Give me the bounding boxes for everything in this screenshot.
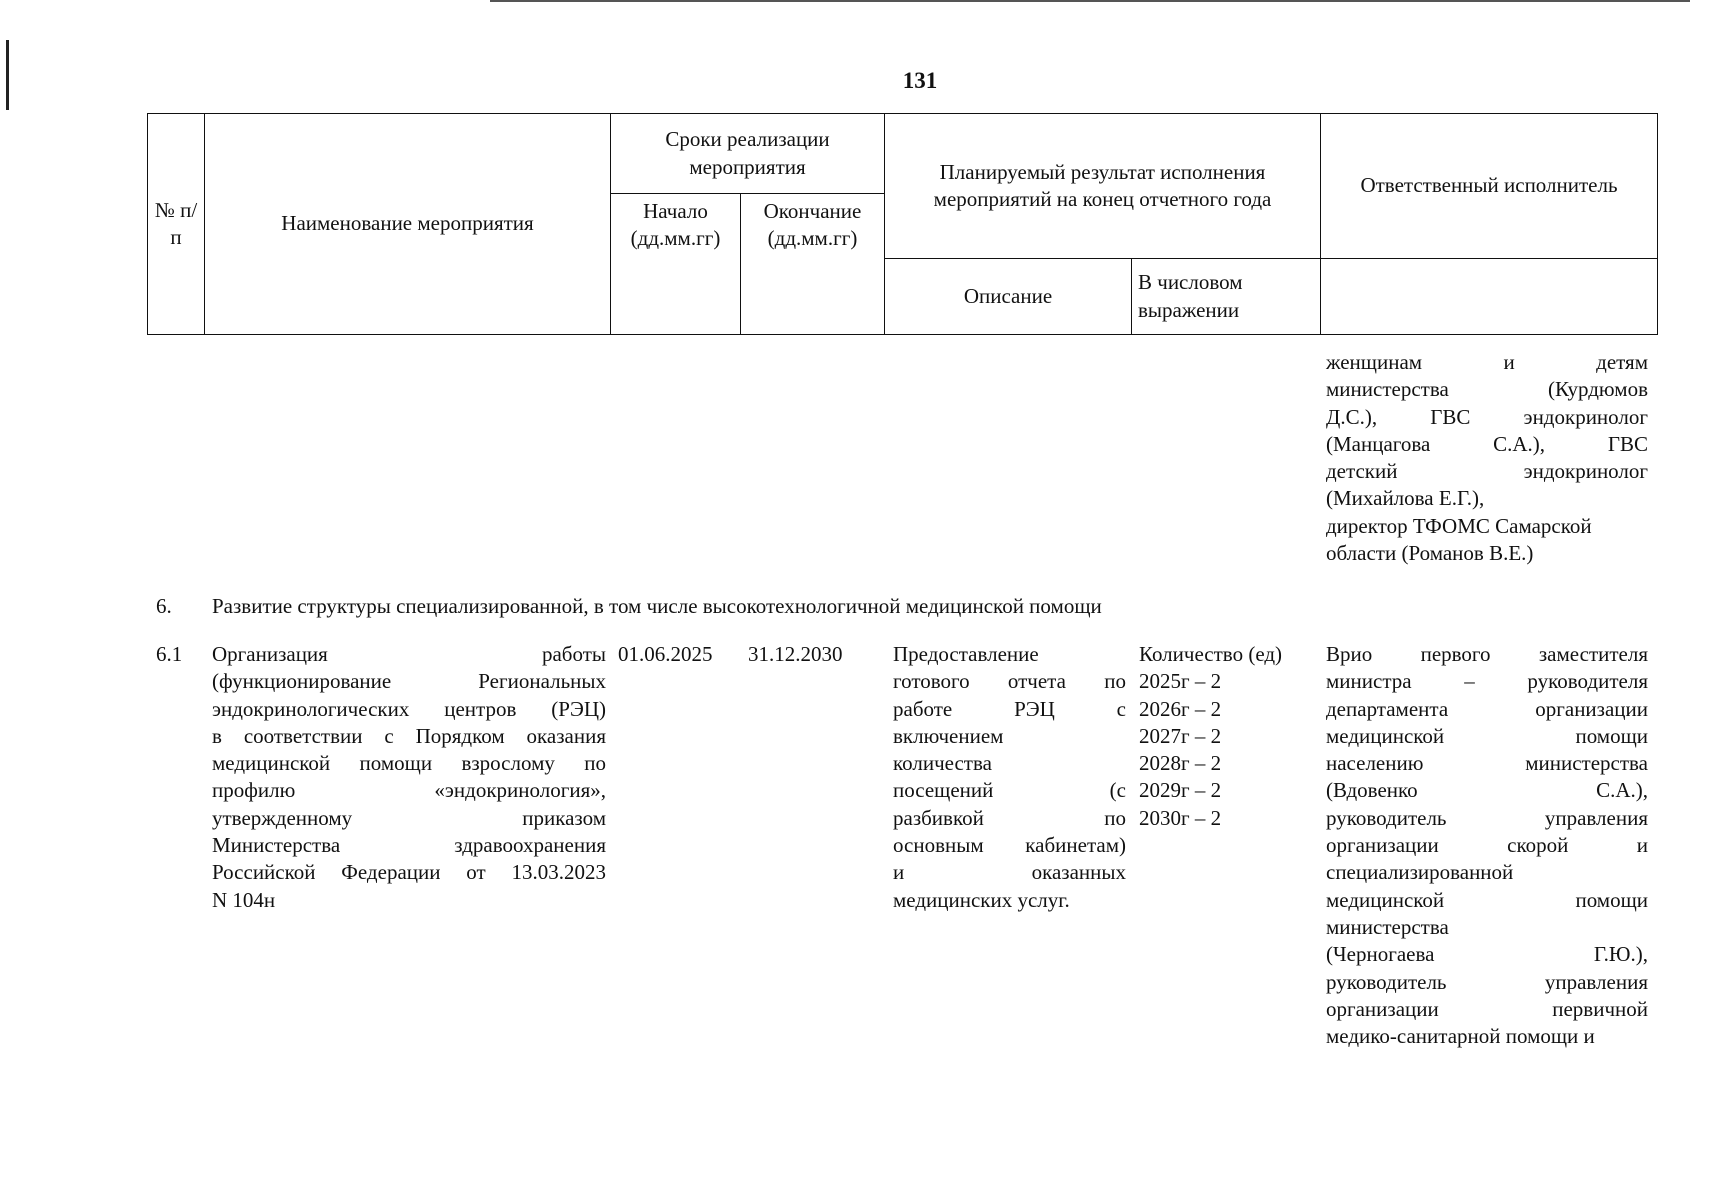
text-line: эндокринологических центров (РЭЦ): [212, 696, 606, 721]
text-line: 2029г – 2: [1139, 778, 1222, 803]
text-line: 2028г – 2: [1139, 751, 1222, 776]
text-line: включением: [893, 723, 1004, 748]
text-line: 2027г – 2: [1139, 723, 1222, 748]
row-number: 6.1: [156, 642, 183, 666]
table-header: [147, 113, 1658, 335]
text-line: медицинских услуг.: [893, 887, 1070, 912]
header-num: № п/п: [148, 114, 205, 335]
row-quantity: [1139, 641, 1319, 832]
text-line: 2025г – 2: [1139, 669, 1222, 694]
header-numeric: В числовом выражении: [1132, 259, 1321, 335]
row-description: [893, 641, 1126, 914]
text-line: области (Романов В.Е.): [1326, 541, 1534, 566]
text-line: женщинам и детям: [1326, 350, 1648, 374]
text-line: министра – руководителя: [1326, 669, 1648, 694]
scan-edge-line: [490, 0, 1690, 2]
text-line: Министерства здравоохранения: [212, 833, 606, 858]
text-line: директор ТФОМС Самарской: [1326, 513, 1592, 538]
text-line: населению министерства: [1326, 751, 1648, 776]
text-line: (Михайлова Е.Г.),: [1326, 486, 1485, 511]
text-line: (Вдовенко С.А.),: [1326, 778, 1648, 803]
header-name: Наименование мероприятия: [205, 114, 611, 335]
header-description: Описание: [885, 259, 1132, 335]
text-line: Организация работы: [212, 642, 606, 666]
text-line: организации первичной: [1326, 996, 1648, 1021]
text-line: медико-санитарной помощи и: [1326, 1024, 1595, 1049]
section-number: 6.: [156, 594, 172, 618]
text-line: специализированной: [1326, 860, 1514, 885]
text-line: (Манцагова С.А.), ГВС: [1326, 431, 1648, 456]
text-line: организации скорой и: [1326, 833, 1648, 858]
row-name: [212, 641, 606, 914]
text-line: министерства (Курдюмов: [1326, 377, 1648, 402]
text-line: Количество (ед): [1139, 642, 1283, 666]
text-line: Российской Федерации от 13.03.2023: [212, 860, 606, 885]
header-start: Начало (дд.мм.гг): [611, 194, 741, 335]
text-line: работе РЭЦ с: [893, 696, 1126, 721]
text-line: количества: [893, 751, 992, 776]
text-line: министерства: [1326, 914, 1449, 939]
header-responsible-empty: [1321, 259, 1658, 335]
text-line: медицинской помощи: [1326, 887, 1648, 912]
text-line: (Черногаева Г.Ю.),: [1326, 942, 1648, 967]
text-line: посещений (с: [893, 778, 1126, 803]
text-line: Врио первого заместителя: [1326, 642, 1648, 666]
text-line: разбивкой по: [893, 805, 1126, 830]
text-line: Предоставление: [893, 642, 1039, 666]
header-terms: Сроки реализации мероприятия: [611, 114, 885, 194]
page-number: 131: [902, 68, 938, 93]
responsible-continuation: [1326, 349, 1648, 567]
text-line: основным кабинетам): [893, 833, 1126, 858]
text-line: медицинской помощи: [1326, 723, 1648, 748]
text-line: руководитель управления: [1326, 805, 1648, 830]
text-line: готового отчета по: [893, 669, 1126, 694]
row-start-date: 01.06.2025: [618, 642, 713, 666]
row-responsible: [1326, 641, 1648, 1050]
header-responsible: Ответственный исполнитель: [1321, 114, 1658, 259]
section-title: Развитие структуры специализированной, в том числе высокотехнологичной медицинской помощи: [212, 594, 1102, 618]
header-end: Окончание (дд.мм.гг): [741, 194, 885, 335]
text-line: профилю «эндокринология»,: [212, 778, 606, 803]
text-line: (функционирование Региональных: [212, 669, 606, 694]
text-line: детский эндокринолог: [1326, 459, 1648, 484]
text-line: департамента организации: [1326, 696, 1648, 721]
text-line: N 104н: [212, 887, 276, 912]
text-line: Д.С.), ГВС эндокринолог: [1326, 404, 1648, 429]
text-line: утвержденному приказом: [212, 805, 606, 830]
row-end-date: 31.12.2030: [748, 642, 843, 666]
text-line: и оказанных: [893, 860, 1126, 885]
text-line: 2030г – 2: [1139, 805, 1222, 830]
text-line: медицинской помощи взрослому по: [212, 751, 606, 776]
text-line: 2026г – 2: [1139, 696, 1222, 721]
text-line: в соответствии с Порядком оказания: [212, 723, 606, 748]
text-line: руководитель управления: [1326, 969, 1648, 994]
header-planned-result: Планируемый результат исполнения мероприятий на конец отчетного года: [885, 114, 1321, 259]
